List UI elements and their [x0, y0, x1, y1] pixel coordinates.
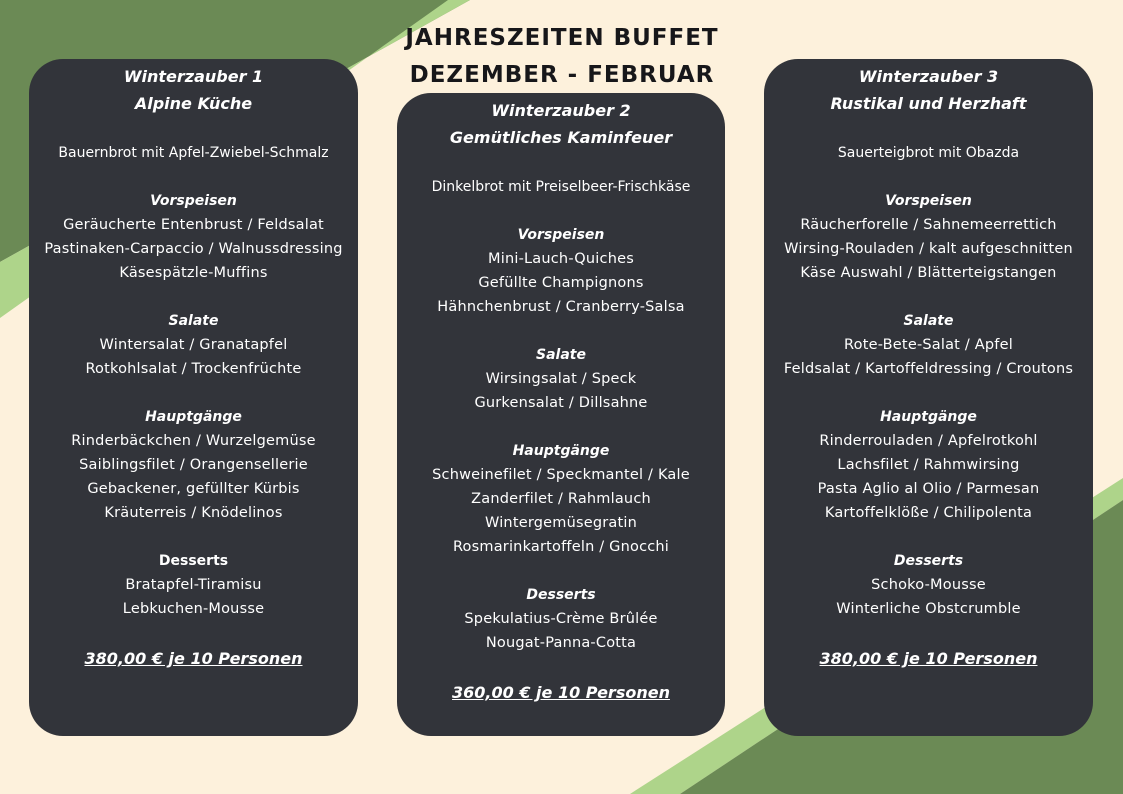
section-title-desserts: Desserts: [893, 553, 964, 569]
menu-item: Bratapfel-Tiramisu: [125, 577, 262, 593]
price-label: 380,00 € je 10 Personen: [819, 649, 1038, 668]
section-title-hauptgaenge: Hauptgänge: [880, 409, 977, 425]
menu-item: Lebkuchen-Mousse: [122, 601, 265, 617]
menu-item: Zanderfilet / Rahmlauch: [471, 491, 651, 507]
section-title-desserts: Desserts: [158, 553, 229, 569]
menu-item: Rosmarinkartoffeln / Gnocchi: [452, 539, 670, 555]
heading-line-2: DEZEMBER - FEBRUAR: [409, 62, 715, 88]
menu-item: Schweinefilet / Speckmantel / Kale: [432, 467, 690, 483]
bread-line: Dinkelbrot mit Preiselbeer-Frischkäse: [431, 179, 691, 195]
menu-card-3: [764, 59, 1093, 736]
menu-item: Winterliche Obstcrumble: [836, 601, 1021, 617]
menu-subtitle: Rustikal und Herzhaft: [830, 94, 1027, 113]
menu-item: Hähnchenbrust / Cranberry-Salsa: [437, 299, 685, 315]
menu-item: Schoko-Mousse: [871, 577, 986, 593]
menu-item: Rinderbäckchen / Wurzelgemüse: [71, 433, 316, 449]
menu-item: Geräucherte Entenbrust / Feldsalat: [63, 217, 324, 233]
menu-subtitle: Alpine Küche: [134, 94, 253, 113]
menu-item: Pasta Aglio al Olio / Parmesan: [817, 481, 1040, 497]
menu-card-1: [29, 59, 358, 736]
menu-item: Wirsing-Rouladen / kalt aufgeschnitten: [784, 241, 1073, 257]
heading-line-1: JAHRESZEITEN BUFFET: [405, 25, 719, 51]
menu-item: Kartoffelklöße / Chilipolenta: [824, 505, 1033, 521]
section-title-salate: Salate: [536, 347, 586, 363]
menu-card-2: [397, 93, 725, 736]
menu-item: Pastinaken-Carpaccio / Walnussdressing: [44, 241, 343, 257]
section-title-hauptgaenge: Hauptgänge: [512, 443, 610, 459]
bread-line: Sauerteigbrot mit Obazda: [837, 145, 1020, 161]
menu-subtitle: Gemütliches Kaminfeuer: [449, 128, 673, 147]
menu-item: Mini-Lauch-Quiches: [488, 251, 634, 267]
price-label: 380,00 € je 10 Personen: [84, 649, 303, 668]
menu-item: Gebackener, gefüllter Kürbis: [87, 481, 300, 497]
menu-item: Rinderrouladen / Apfelrotkohl: [819, 433, 1038, 449]
menu-item: Nougat-Panna-Cotta: [485, 635, 637, 651]
section-title-vorspeisen: Vorspeisen: [517, 227, 605, 243]
menu-item: Rotkohlsalat / Trockenfrüchte: [85, 361, 302, 377]
menu-item: Saiblingsfilet / Orangensellerie: [79, 457, 308, 473]
menu-title: Winterzauber 1: [123, 67, 264, 86]
section-title-salate: Salate: [168, 313, 219, 329]
section-title-salate: Salate: [903, 313, 954, 329]
menu-item: Wirsingsalat / Speck: [485, 371, 637, 387]
section-title-hauptgaenge: Hauptgänge: [145, 409, 242, 425]
section-title-desserts: Desserts: [526, 587, 596, 603]
menu-item: Spekulatius-Crème Brûlée: [464, 611, 658, 627]
menu-item: Gefüllte Champignons: [478, 275, 644, 291]
menu-item: Rote-Bete-Salat / Apfel: [844, 337, 1013, 353]
menu-item: Gurkensalat / Dillsahne: [474, 395, 648, 411]
price-label: 360,00 € je 10 Personen: [452, 683, 670, 702]
menu-item: Kräuterreis / Knödelinos: [104, 505, 283, 521]
bread-line: Bauernbrot mit Apfel-Zwiebel-Schmalz: [58, 145, 329, 161]
menu-item: Käsespätzle-Muffins: [119, 265, 268, 281]
section-title-vorspeisen: Vorspeisen: [885, 193, 972, 209]
menu-title: Winterzauber 2: [491, 101, 631, 120]
menu-item: Wintersalat / Granatapfel: [99, 337, 288, 353]
menu-item: Räucherforelle / Sahnemeerrettich: [800, 217, 1057, 233]
section-title-vorspeisen: Vorspeisen: [150, 193, 237, 209]
menu-item: Feldsalat / Kartoffeldressing / Croutons: [783, 361, 1074, 377]
menu-title: Winterzauber 3: [858, 67, 999, 86]
menu-item: Käse Auswahl / Blätterteigstangen: [800, 265, 1057, 281]
menu-item: Lachsfilet / Rahmwirsing: [837, 457, 1020, 473]
menu-item: Wintergemüsegratin: [484, 515, 638, 531]
